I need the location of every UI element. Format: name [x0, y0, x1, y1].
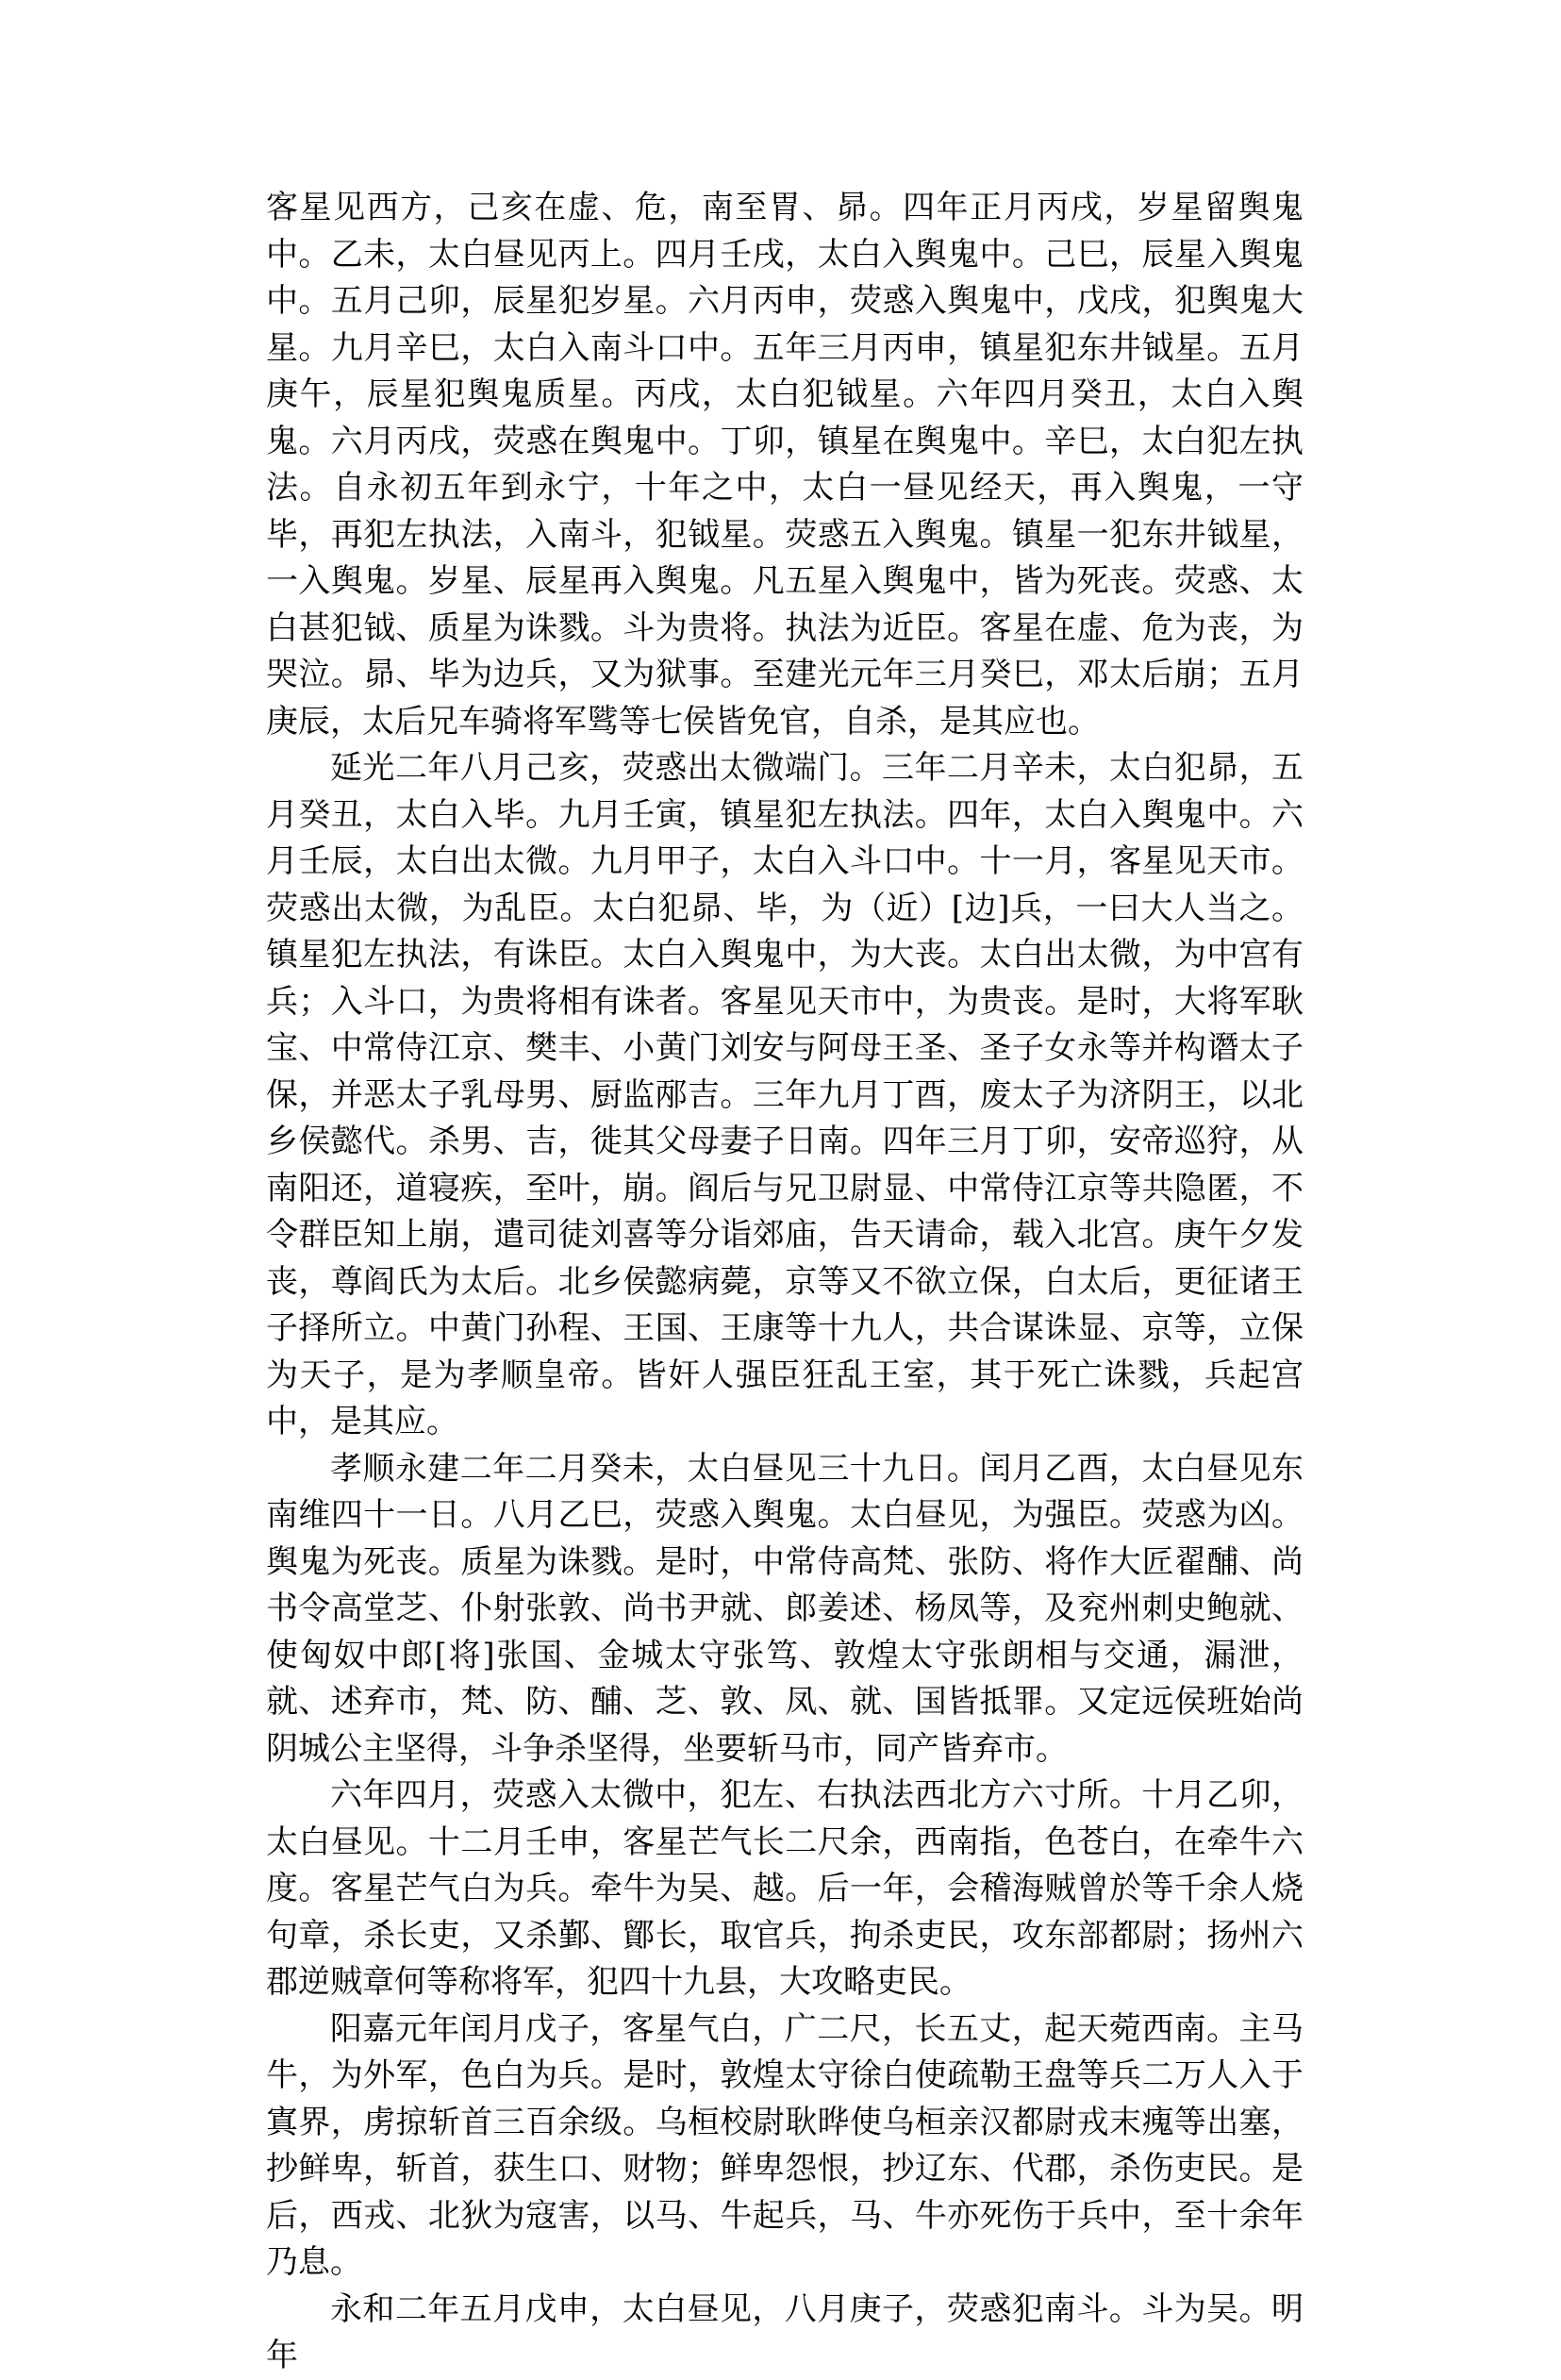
paragraph-3: 孝顺永建二年二月癸未，太白昼见三十九日。闰月乙酉，太白昼见东南维四十一日。八月乙巳，荧惑入舆鬼。太白昼见，为强臣。荧惑为凶。舆鬼为死丧。质星为诛戮。是时，中常侍高梵、张防、将作大匠翟酺、尚书令高堂芝、仆射张敦、尚书尹就、郎姜述、杨凤等，及兖州刺史鲍就、使匈奴中郎[将]张国、金城太守张笃、敦煌太守张朗相与交通，漏泄，就、述弃市，梵、防、酺、芝、敦、凤、就、国皆抵罪。又定远侯班始尚阴城公主坚得，斗争杀坚得，坐要斩马市，同产皆弃市。	[266, 1449, 1304, 1768]
paragraph-2: 延光二年八月己亥，荧惑出太微端门。三年二月辛未，太白犯昴，五月癸丑，太白入毕。九月壬寅，镇星犯左执法。四年，太白入舆鬼中。六月壬辰，太白出太微。九月甲子，太白入斗口中。十一月，客星见天市。荧惑出太微，为乱臣。太白犯昴、毕，为（近）[边]兵，一曰大人当之。镇星犯左执法，有诛臣。太白入舆鬼中，为大丧。太白出太微，为中宫有兵；入斗口，为贵将相有诛者。客星见天市中，为贵丧。是时，大将军耿宝、中常侍江京、樊丰、小黄门刘安与阿母王圣、圣子女永等并构谮太子保，并恶太子乳母男、厨监邴吉。三年九月丁酉，废太子为济阴王，以北乡侯懿代。杀男、吉，徙其父母妻子日南。四年三月丁卯，安帝巡狩，从南阳还，道寝疾，至叶，崩。阎后与兄卫尉显、中常侍江京等共隐匿，不令群臣知上崩，遣司徒刘喜等分诣郊庙，告天请命，载入北宫。庚午夕发丧，尊阎氏为太后。北乡侯懿病薨，京等又不欲立保，白太后，更征诸王子择所立。中黄门孙程、王国、王康等十九人，共合谋诛显、京等，立保为天子，是为孝顺皇帝。皆奸人强臣狂乱王室，其于死亡诛戮，兵起宫中，是其应。	[266, 749, 1304, 1440]
paragraph-5: 阳嘉元年闰月戊子，客星气白，广二尺，长五丈，起天菀西南。主马牛，为外军，色白为兵。是时，敦煌太守徐白使疏勒王盘等兵二万人入于寘界，虏掠斩首三百余级。乌桓校尉耿晔使乌桓亲汉都尉戎末瘣等出塞，抄鲜卑，斩首，获生口、财物；鲜卑怨恨，抄辽东、代郡，杀伤吏民。是后，西戎、北狄为寇害，以马、牛起兵，马、牛亦死伤于兵中，至十余年乃息。	[266, 2009, 1304, 2281]
paragraph-6: 永和二年五月戊申，太白昼见，八月庚子，荧惑犯南斗。斗为吴。明年	[266, 2289, 1304, 2374]
paragraph-4: 六年四月，荧惑入太微中，犯左、右执法西北方六寸所。十月乙卯，太白昼见。十二月壬申，客星芒气长二尺余，西南指，色苍白，在牵牛六度。客星芒气白为兵。牵牛为吴、越。后一年，会稽海贼曾於等千余人烧句章，杀长吏，又杀鄞、鄮长，取官兵，拘杀吏民，攻东部都尉；扬州六郡逆贼章何等称将军，犯四十九县，大攻略吏民。	[266, 1776, 1304, 2001]
paragraph-1: 客星见西方，己亥在虚、危，南至胃、昴。四年正月丙戌，岁星留舆鬼中。乙未，太白昼见丙上。四月壬戌，太白入舆鬼中。己巳，辰星入舆鬼中。五月己卯，辰星犯岁星。六月丙申，荧惑入舆鬼中，戊戌，犯舆鬼大星。九月辛巳，太白入南斗口中。五年三月丙申，镇星犯东井钺星。五月庚午，辰星犯舆鬼质星。丙戌，太白犯钺星。六年四月癸丑，太白入舆鬼。六月丙戌，荧惑在舆鬼中。丁卯，镇星在舆鬼中。辛巳，太白犯左执法。自永初五年到永宁，十年之中，太白一昼见经天，再入舆鬼，一守毕，再犯左执法，入南斗，犯钺星。荧惑五入舆鬼。镇星一犯东井钺星，一入舆鬼。岁星、辰星再入舆鬼。凡五星入舆鬼中，皆为死丧。荧惑、太白甚犯钺、质星为诛戮。斗为贵将。执法为近臣。客星在虚、危为丧，为哭泣。昴、毕为边兵，又为狱事。至建光元年三月癸巳，邓太后崩；五月庚辰，太后兄车骑将军骘等七侯皆免官，自杀，是其应也。	[266, 189, 1304, 741]
document-page	[266, 185, 1304, 2380]
